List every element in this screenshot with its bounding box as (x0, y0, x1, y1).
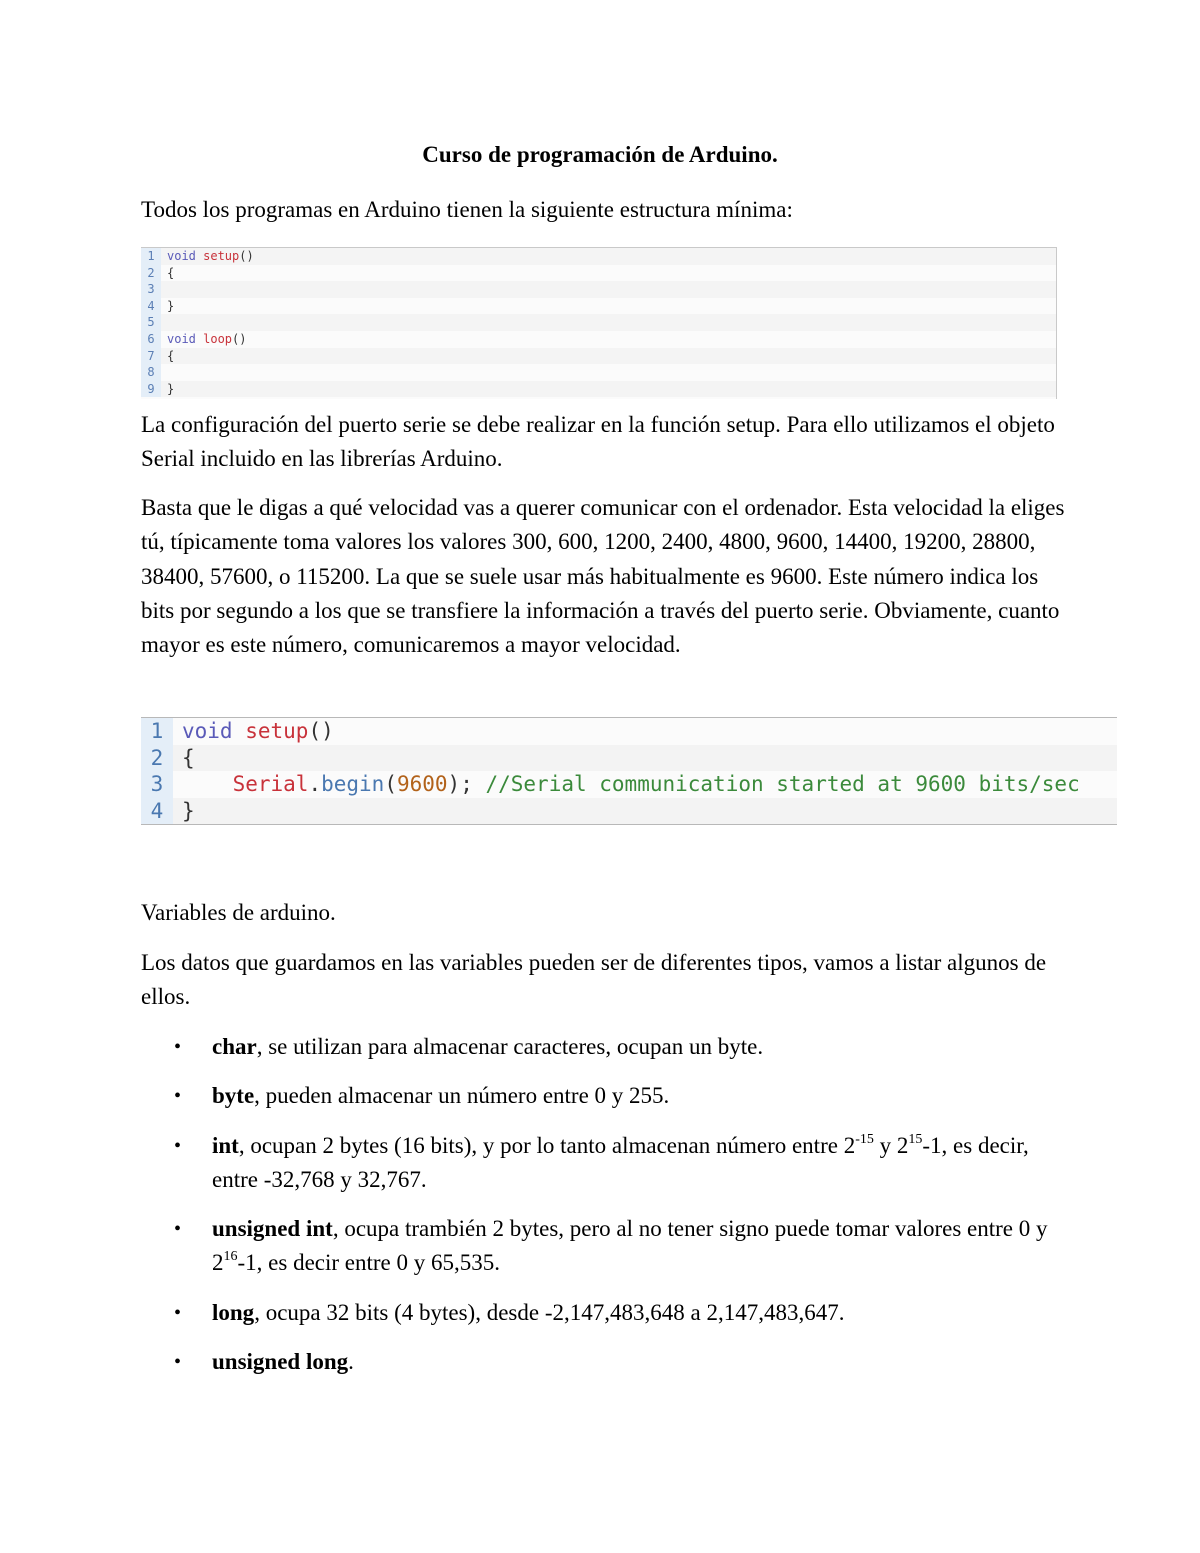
code-line: 2 { (141, 745, 1117, 772)
bullet-icon: • (174, 1301, 182, 1324)
bullet-icon: • (174, 1134, 182, 1157)
code-line: 7 { (141, 348, 1056, 365)
code-line: 2 { (141, 265, 1056, 282)
bullet-icon: • (174, 1218, 182, 1241)
bullet-icon: • (174, 1351, 182, 1374)
code-line: 9 } (141, 381, 1056, 398)
intro-paragraph: Todos los programas en Arduino tienen la siguiente estructura mínima: (141, 197, 793, 222)
code-line: 1 void setup() (141, 248, 1056, 265)
list-item-char: • char, se utilizan para almacenar caracteres, ocupan un byte. (141, 1030, 1071, 1064)
serial-config-paragraph: La configuración del puerto serie se debe realizar en la función setup. Para ello utilizamos el objeto Serial incluido en las librerías Arduino. (141, 412, 1055, 472)
code-block-minimal-structure (141, 247, 1057, 399)
code-line: 1 void setup() (141, 718, 1117, 745)
code-block-serial-setup (141, 717, 1117, 825)
list-item-unsigned-long: • unsigned long. (141, 1345, 1071, 1379)
code-line: 6 void loop() (141, 331, 1056, 348)
page-title: Curso de programación de Arduino. (422, 142, 778, 167)
list-item-byte: • byte, pueden almacenar un número entre 0 y 255. (141, 1079, 1071, 1113)
code-line: 8 (141, 364, 1056, 381)
baud-rate-paragraph: Basta que le digas a qué velocidad vas a querer comunicar con el ordenador. Esta velocidad la eliges tú, típicamente toma valores los valores 300, 600, 1200, 2400, 4800, 9600, 14400, 19200, 28800, 38400, 57600, o 115200. La que se suele usar más habitualmente es 9600. Este número indica los bits por segundo a los que se transfiere la información a través del puerto serie. Obviamente, cuanto mayor es este número, comunicaremos a mayor velocidad. (141, 495, 1065, 658)
bullet-icon: • (174, 1036, 182, 1058)
variables-intro-paragraph: Los datos que guardamos en las variables pueden ser de diferentes tipos, vamos a listar algunos de ellos. (141, 950, 1047, 1010)
code-line: 3 Serial.begin(9600); //Serial communication started at 9600 bits/sec (141, 771, 1117, 798)
list-item-int: • int, ocupan 2 bytes (16 bits), y por lo tanto almacenan número entre $2^{-15}$ y $2^{15}-1$, es decir, entre -32,768 y 32,767. (141, 1129, 1071, 1198)
code-line: 3 (141, 281, 1056, 298)
code-line: 4 } (141, 798, 1117, 825)
list-item-unsigned-int: • unsigned int, ocupa trambién 2 bytes, pero al no tener signo puede tomar valores entre 0 y $2^{16}-1$, es decir entre 0 y 65,535. (141, 1212, 1071, 1281)
code-line: 5 (141, 314, 1056, 331)
code-line: 4 } (141, 298, 1056, 315)
bullet-icon: • (174, 1085, 182, 1108)
variable-types-list (141, 1030, 1071, 1394)
list-item-long: • long, ocupa 32 bits (4 bytes), desde -2,147,483,648 a 2,147,483,647. (141, 1296, 1071, 1330)
variables-heading: Variables de arduino. (141, 900, 336, 925)
